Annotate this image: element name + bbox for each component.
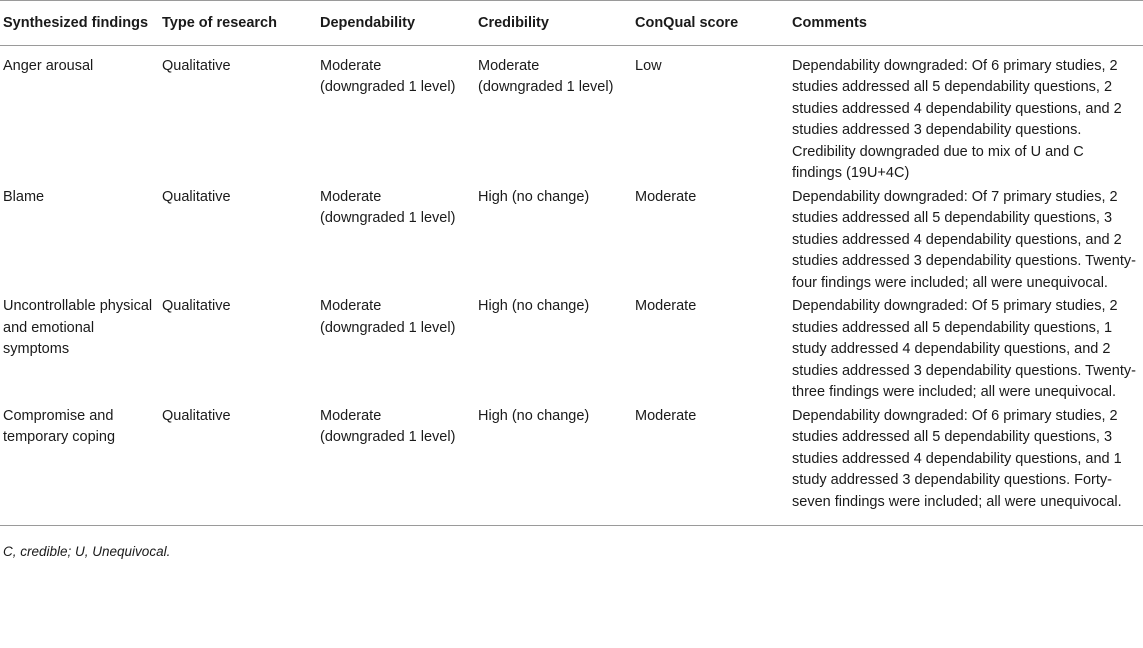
header-credibility: Credibility bbox=[478, 15, 549, 31]
cell-type: Qualitative bbox=[162, 407, 231, 424]
cell-type: Qualitative bbox=[162, 298, 231, 314]
cell-conqual-score: Moderate bbox=[635, 407, 697, 424]
table-row bbox=[0, 404, 1143, 526]
cell-credibility: Moderate (downgraded 1 level) bbox=[478, 57, 614, 95]
cell-credibility: High (no change) bbox=[478, 298, 590, 314]
cell-finding: Compromise and temporary coping bbox=[3, 407, 116, 445]
header-type-of-research: Type of research bbox=[162, 15, 277, 31]
cell-conqual-score: Low bbox=[635, 57, 662, 74]
cell-finding: Blame bbox=[3, 188, 45, 205]
cell-comments: Dependability downgraded: Of 6 primary studies, 2 studies addressed all 5 dependability questions, 3 studies addressed 4 dependability questions, and 1 study addressed 3 dependability questions. Forty-seven findings were included; all were unequivocal. bbox=[792, 407, 1122, 510]
table-footnote: C, credible; U, Unequivocal. bbox=[3, 544, 171, 559]
cell-dependability: Moderate (downgraded 1 level) bbox=[320, 188, 456, 226]
cell-comments: Dependability downgraded: Of 6 primary studies, 2 studies addressed all 5 dependability questions, 2 studies addressed 4 dependability questions, and 2 studies addressed 3 dependability questions. Credibility downgraded due to mix of U and C findings (19U+4C) bbox=[792, 57, 1122, 181]
header-comments: Comments bbox=[792, 15, 867, 31]
cell-credibility: High (no change) bbox=[478, 188, 590, 205]
cell-dependability: Moderate (downgraded 1 level) bbox=[320, 57, 456, 95]
header-dependability: Dependability bbox=[320, 15, 416, 31]
header-row bbox=[0, 1, 1143, 46]
cell-type: Qualitative bbox=[162, 188, 231, 205]
cell-dependability: Moderate (downgraded 1 level) bbox=[320, 298, 456, 336]
table-header bbox=[0, 1, 1143, 46]
cell-conqual-score: Moderate bbox=[635, 188, 697, 205]
header-conqual-score: ConQual score bbox=[635, 15, 739, 31]
cell-dependability: Moderate (downgraded 1 level) bbox=[320, 407, 456, 445]
cell-finding: Uncontrollable physical and emotional symptoms bbox=[3, 298, 153, 357]
table-row bbox=[0, 185, 1143, 295]
header-synthesized-findings: Synthesized findings bbox=[3, 15, 149, 31]
cell-conqual-score: Moderate bbox=[635, 298, 697, 314]
cell-comments: Dependability downgraded: Of 7 primary studies, 2 studies addressed all 5 dependability questions, 3 studies addressed 4 dependability questions, and 2 studies addressed 3 dependability questions. Twenty-four findings were included; all were unequivocal. bbox=[792, 188, 1136, 291]
table-body bbox=[0, 45, 1143, 526]
cell-type: Qualitative bbox=[162, 57, 231, 74]
cell-finding: Anger arousal bbox=[3, 57, 94, 74]
table-row bbox=[0, 45, 1143, 185]
cell-credibility: High (no change) bbox=[478, 407, 590, 424]
cell-comments: Dependability downgraded: Of 5 primary studies, 2 studies addressed all 5 dependability questions, 1 study addressed 4 dependability questions, and 2 studies addressed 3 dependability questions. Twenty-three findings were included; all were unequivocal. bbox=[792, 298, 1136, 400]
table-row bbox=[0, 294, 1143, 404]
